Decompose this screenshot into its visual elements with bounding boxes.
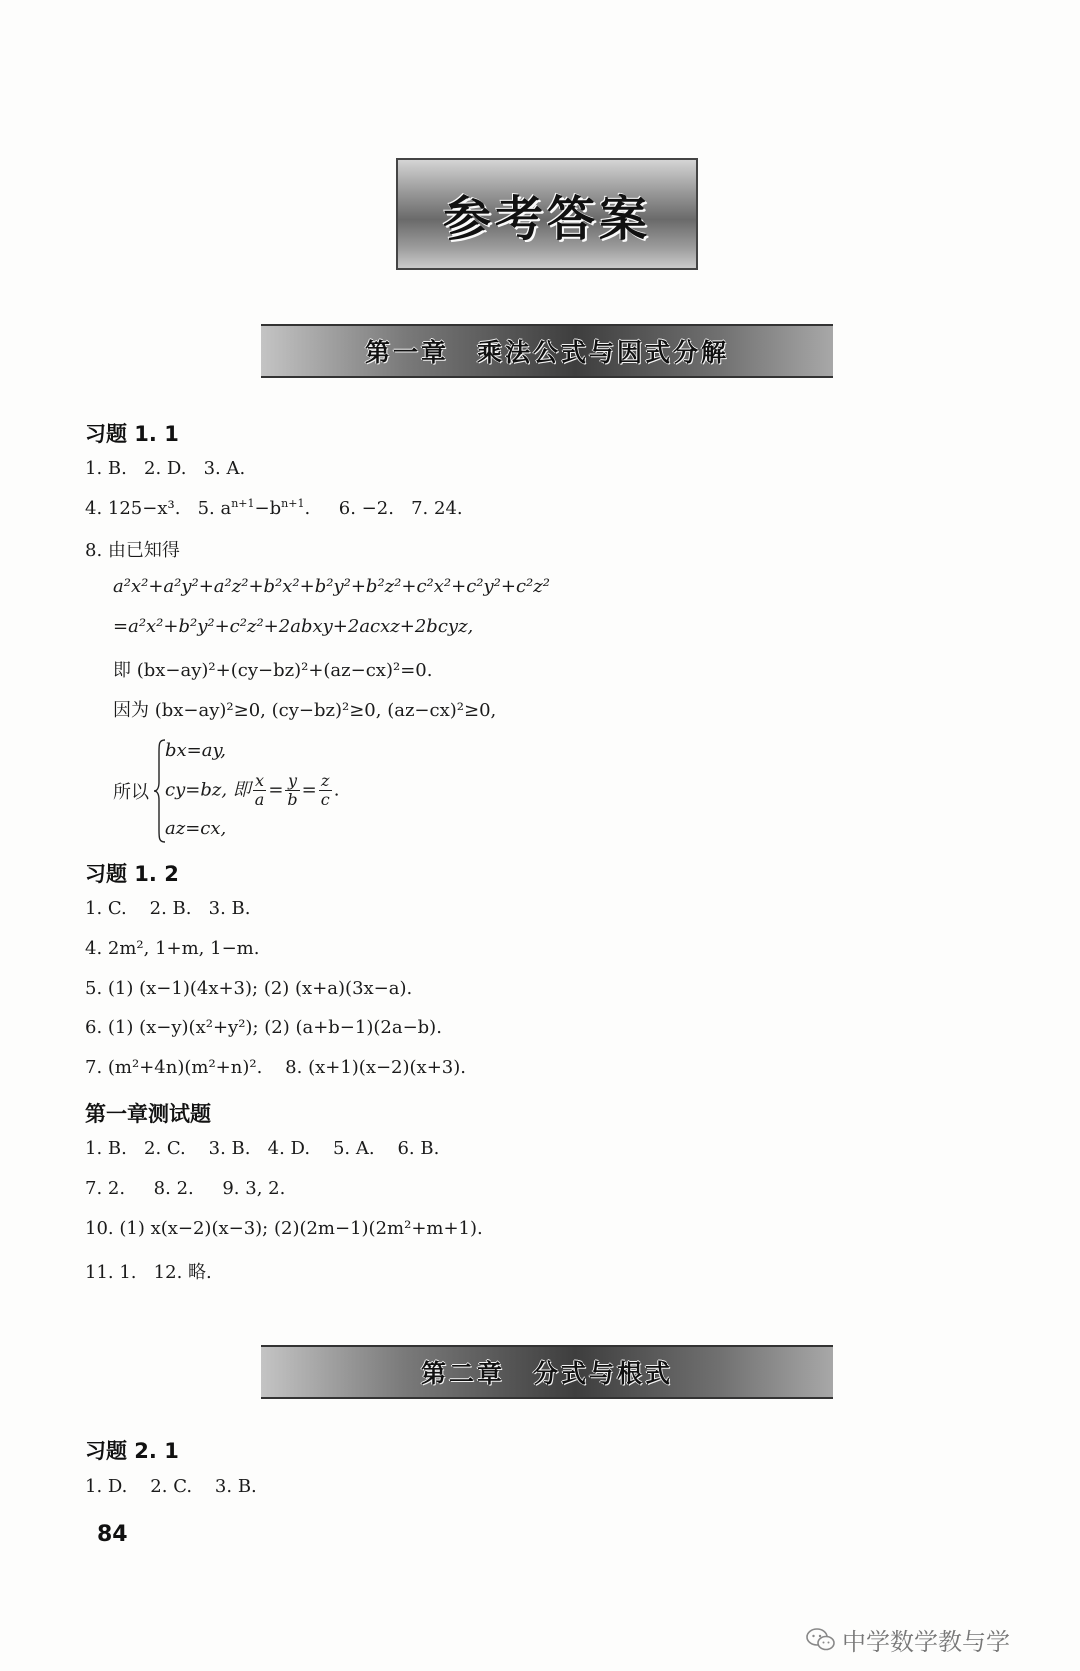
denominator: c	[320, 790, 330, 809]
answer-line: 7. (m²+4n)(m²+n)². 8. (x+1)(x−2)(x+3).	[85, 1057, 466, 1078]
equation-line: 即 (bx−ay)²+(cy−bz)²+(az−cx)²=0.	[113, 660, 433, 681]
denominator: b	[287, 790, 298, 809]
chapter-2-banner	[261, 1345, 833, 1399]
answer-line	[85, 497, 463, 519]
answer-line: 4. 2m², 1+m, 1−m.	[85, 938, 260, 959]
answer-line: 11. 1. 12. 略.	[85, 1262, 212, 1283]
answer-line: 10. (1) x(x−2)(x−3); (2)(2m−1)(2m²+m+1).	[85, 1218, 483, 1239]
equals-sign: =	[268, 779, 284, 801]
chapter-2-title: 第二章 分式与根式	[420, 1359, 673, 1388]
main-title: 参考答案	[442, 190, 651, 247]
equation-line: =a²x²+b²y²+c²z²+2abxy+2acxz+2bcyz,	[113, 616, 474, 637]
chapter-1-title: 第一章 乘法公式与因式分解	[364, 338, 729, 367]
system-equation-3: az=cx,	[165, 818, 227, 839]
chapter-1-banner	[261, 324, 833, 378]
answer-line: 6. (1) (x−y)(x²+y²); (2) (a+b−1)(2a−b).	[85, 1017, 442, 1038]
system-equation-2-text: cy=bz, 即	[165, 779, 251, 801]
fraction-x-over-a	[253, 772, 267, 809]
numerator: y	[285, 772, 299, 791]
exercise-1-2-heading: 习题 1. 2	[85, 862, 179, 886]
system-equation-1: bx=ay,	[165, 740, 226, 761]
equation-line: 因为 (bx−ay)²≥0, (cy−bz)²≥0, (az−cx)²≥0,	[113, 700, 497, 721]
chapter-1-test-heading: 第一章测试题	[85, 1102, 211, 1126]
denominator: a	[254, 790, 265, 809]
wechat-icon	[806, 1627, 836, 1653]
fraction-z-over-c	[319, 772, 332, 809]
answer-line: 7. 2. 8. 2. 9. 3, 2.	[85, 1178, 286, 1199]
answer-line: 1. B. 2. C. 3. B. 4. D. 5. A. 6. B.	[85, 1138, 440, 1159]
main-title-banner	[396, 158, 698, 270]
answer-text: 4. 125−x³. 5. a	[85, 498, 232, 519]
equation-line: a²x²+a²y²+a²z²+b²x²+b²y²+b²z²+c²x²+c²y²+c²z²	[113, 576, 550, 597]
numerator: x	[253, 772, 267, 791]
answer-line: 1. D. 2. C. 3. B.	[85, 1476, 257, 1497]
watermark-text: 中学数学教与学	[842, 1628, 1010, 1656]
answer-text: −b	[254, 498, 282, 519]
exercise-2-1-heading: 习题 2. 1	[85, 1439, 179, 1463]
exercise-1-1-heading: 习题 1. 1	[85, 422, 179, 446]
page-number: 84	[97, 1522, 128, 1547]
exponent: n+1	[281, 497, 305, 510]
answer-line: 1. B. 2. D. 3. A.	[85, 458, 246, 479]
watermark	[806, 1622, 1010, 1657]
exponent: n+1	[231, 497, 255, 510]
equation-system	[113, 738, 513, 848]
answer-line: 8. 由已知得	[85, 540, 180, 561]
fraction-y-over-b	[285, 772, 299, 809]
period: .	[333, 779, 340, 801]
answer-text: . 6. −2. 7. 24.	[304, 498, 463, 519]
system-equation-2	[165, 772, 339, 809]
so-label: 所以	[113, 782, 149, 803]
answer-line: 5. (1) (x−1)(4x+3); (2) (x+a)(3x−a).	[85, 978, 413, 999]
equals-sign: =	[301, 779, 317, 801]
numerator: z	[319, 772, 332, 791]
answer-line: 1. C. 2. B. 3. B.	[85, 898, 251, 919]
